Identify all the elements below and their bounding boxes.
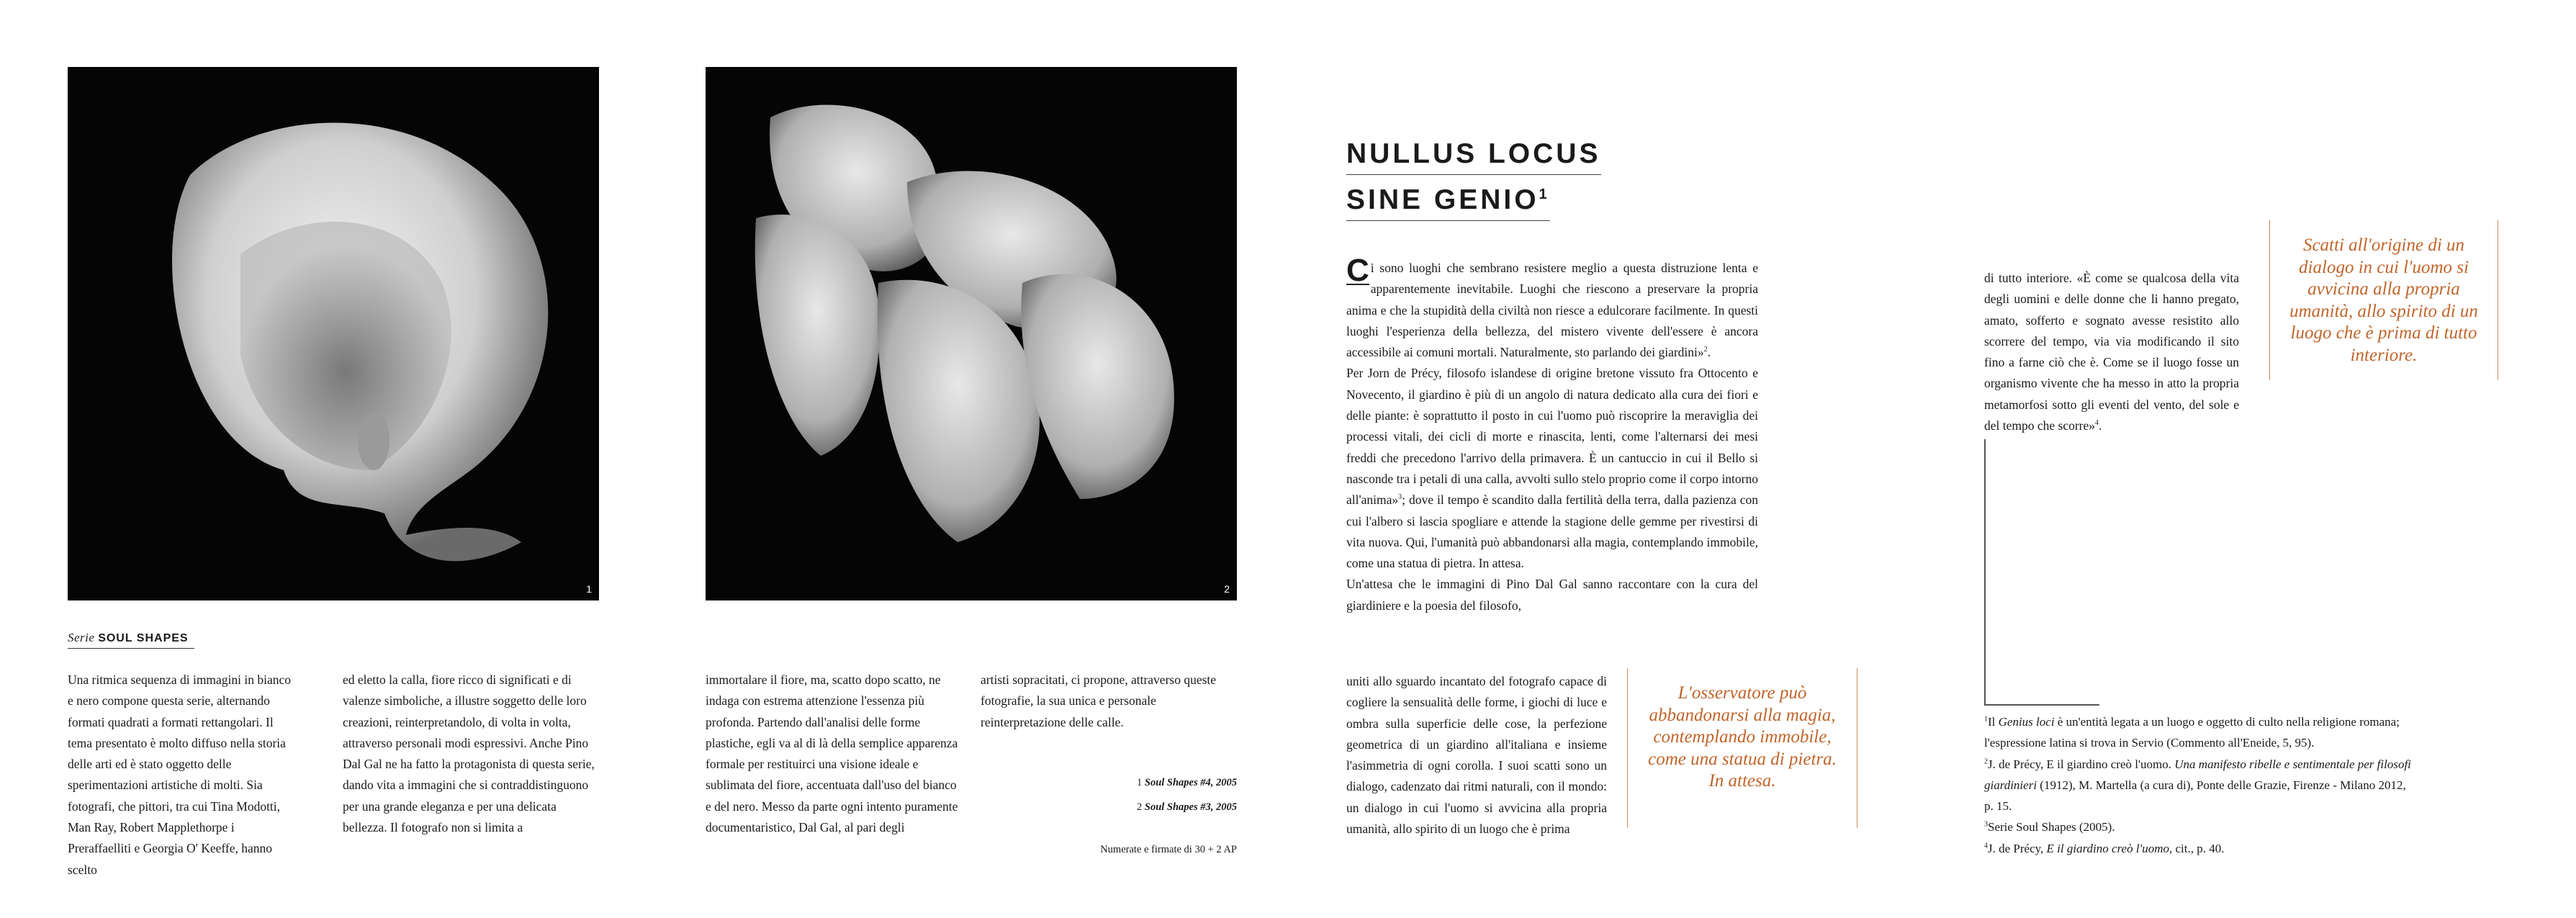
title-footnote-ref: 1 — [1539, 186, 1550, 202]
middle-column-2: artisti sopracitati, ci propone, attraverso queste fotografie, la sua unica e personale reinterpretazione delle calle. — [981, 672, 1217, 729]
calla-photo-2 — [706, 67, 1237, 600]
main-article-text-narrow: uniti allo sguardo incantato del fotografo capace di cogliere la sensualità delle forme, i giochi di luce e ombra sulla superficie delle cose, la perfezione geometrica di un giardino all'italiana e insieme l'asimmetria di ogni corolla. I suoi scatti sono un dialogo, cadenzato dai ritmi naturali, con il mondo: un dialogo in cui l'uomo si avvicina alla propria umanità, allo spirito di un luogo che è prima — [1346, 674, 1607, 837]
footnote-1: $^1$Il Genius loci è un'entità legata a un luogo e oggetto di culto nella religione romana; l'espressione latina si trova in Servio (Commento all'Eneide, 5, 95). — [1984, 715, 2400, 750]
photo-captions — [1037, 770, 1237, 819]
article-paragraph-2: Per Jorn de Précy, filosofo islandese di origine bretone vissuto fra Ottocento e Novecento, il giardino è più di un angolo di natura dedicato alla cura dei fiori e delle piante: è soprattutto il posto in cui l'uomo può riscoprire la meraviglia dei processi vitali, dei cicli di morte e rinascita, lenti, come l'alternarsi dei mesi freddi che precedono l'arrivo della primavera. È un cantuccio in cui il Bello si nasconde tra i petali di una calla, avvolti sullo stelo proprio come il corpo intorno all'anima»$^3$; dove il tempo è scandito dalla fertilità della terra, dalla pazienza con cui l'albero si lascia spogliare e attende la stagione delle gemme per rivestirsi di vita nuova. Qui, l'umanità può abbandonarsi alla magia, contemplando immobile, come una statua di pietra. In attesa. — [1346, 366, 1758, 571]
article-paragraph-1: C i sono luoghi che sembrano resistere meglio a questa distruzione lenta e apparentemente inevitabile. Luoghi che riescono a preservare la propria anima e che la stupidità della civiltà non riesce a edulcorare facilmente. In questi luoghi l'esperienza della bellezza, del mistero vivente dell'essere è ancora accessibile ai comuni mortali. Naturalmente, sto parlando dei giardini»$^2$. — [1346, 253, 1758, 360]
article-title — [1346, 138, 1601, 175]
series-prefix: Serie — [68, 631, 95, 644]
caption-2: 2 Soul Shapes #3, 2005 — [1137, 801, 1237, 813]
title-line-1: NULLUS LOCUS — [1346, 138, 1601, 175]
main-article-text — [1346, 253, 1758, 616]
middle-column-1: immortalare il fiore, ma, scatto dopo scatto, ne indaga con estrema attenzione l'essenza più profonda. Partendo dall'analisi delle forme plastiche, egli va al di là della semplice apparenza formale per restituirci una visione ideale e sublimata del fiore, accentuata dall'uso del bianco e del nero. Messo da parte ogni intento puramente documentaristico, Dal Gal, al pari degli — [706, 672, 958, 835]
article-paragraph-3a: Un'attesa che le immagini di Pino Dal Gal sanno raccontare con la cura del giardiniere e la poesia del filosofo, — [1346, 577, 1758, 613]
left-column-2: ed eletto la calla, fiore ricco di significati e di valenze simboliche, a illustre soggetto delle loro creazioni, reinterpretandolo, di volta in volta, attraverso personali modi espressivi. Anche Pino Dal Gal ne ha fatto la protagonista di questa serie, dando vita a immagini che si contraddistinguono per una grande eleganza e per una delicata bellezza. Il fotografo non si limita a — [343, 672, 595, 835]
right-column-text: di tutto interiore. «È come se qualcosa della vita degli uomini e delle donne che li hanno pregato, amato, sofferto e sognato avesse resistito allo scorrere del tempo, via via modificando il sito fino a farne ciò che è. Come se il luogo fosse un organismo vivente che ha messo in atto la propria metamorfosi sotto gli eventi del vento, del sole e del tempo che scorre»$^4$. — [1984, 271, 2239, 433]
edition-note: Numerate e firmate di 30 + 2 AP — [1100, 844, 1237, 855]
footnote-horizontal-rule — [1984, 704, 2099, 706]
footnote-4: $^4$J. de Précy, E il giardino creò l'uomo, cit., p. 40. — [1984, 841, 2225, 855]
footnote-2: $^2$J. de Précy, E il giardino creò l'uomo. Una manifesto ribelle e sentimentale per filosofi giardinieri (1912), M. Martella (a cura di), Ponte delle Grazie, Firenze - Milano 2012, p. 15. — [1984, 757, 2411, 814]
caption-1: 1 Soul Shapes #4, 2005 — [1137, 777, 1237, 788]
photo-number-2: 2 — [1224, 583, 1230, 595]
photo-number-1: 1 — [586, 583, 592, 595]
article-title-2 — [1346, 184, 1550, 221]
footnote-vertical-rule — [1984, 439, 1986, 706]
calla-lily-image-2 — [706, 67, 1237, 600]
left-column-1: Una ritmica sequenza di immagini in bianco e nero compone questa serie, alternando formati quadrati a formati rettangolari. Il tema presentato è molto diffuso nella storia delle arti ed è stato oggetto delle sperimentazioni artistiche di molti. Sia fotografi, che pittori, tra cui Tina Modotti, Man Ray, Robert Mapplethorpe i Preraffaelliti e Georgia O' Keeffe, hanno scelto — [68, 672, 292, 877]
footnote-3: $^3$Serie Soul Shapes (2005). — [1984, 820, 2115, 834]
footnotes — [1984, 711, 2416, 859]
pull-quote-2: Scatti all'origine di un dialogo in cui l'uomo si avvicina alla propria umanità, allo spirito di un luogo che è prima di tutto interiore. — [2269, 220, 2498, 380]
calla-lily-image-1 — [68, 67, 599, 600]
series-name: SOUL SHAPES — [98, 632, 189, 644]
title-line-2: SINE GENIO$^1$ — [1346, 184, 1550, 221]
pull-quote-1: L'osservatore può abbandonarsi alla magia, contemplando immobile, come una statua di pietra. In attesa. — [1627, 668, 1857, 828]
calla-photo-1 — [68, 67, 599, 600]
drop-cap: C — [1346, 253, 1369, 288]
series-label — [68, 631, 194, 649]
